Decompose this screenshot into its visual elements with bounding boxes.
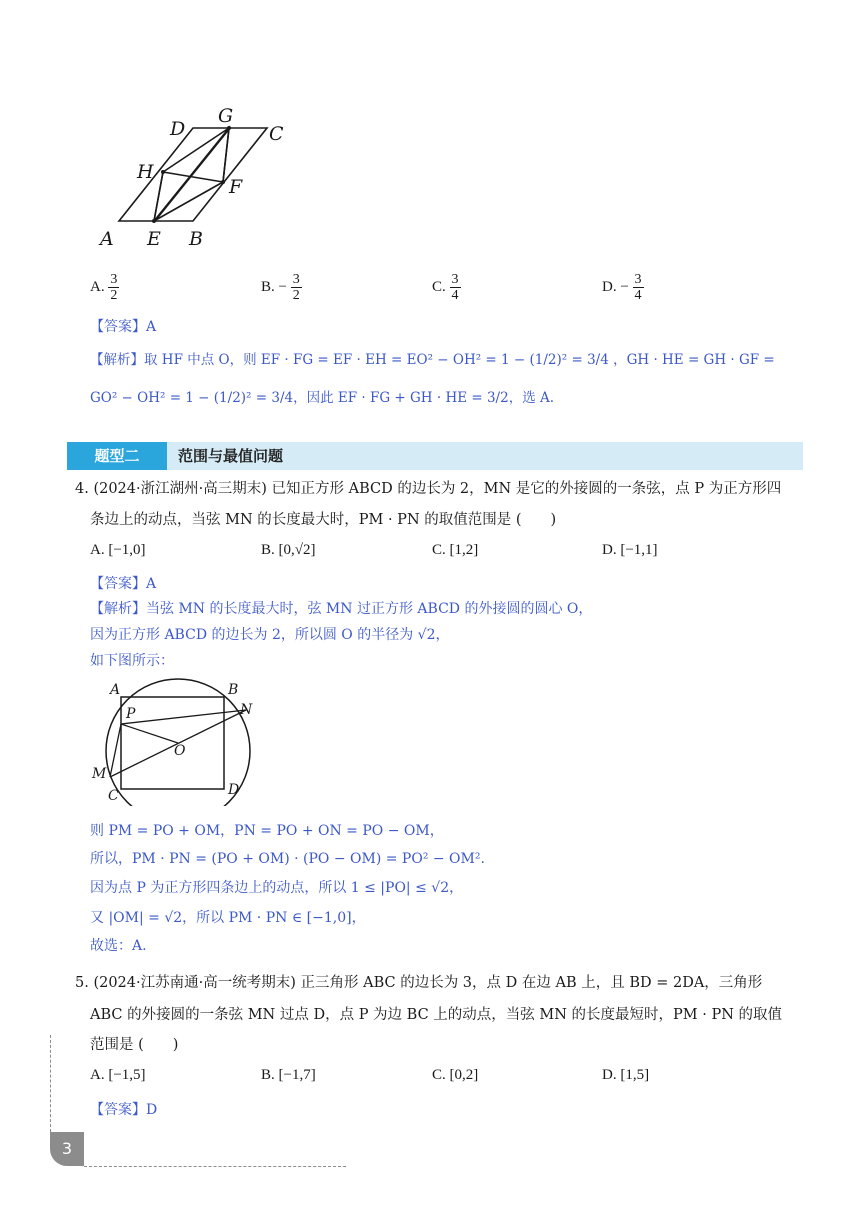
fig2-label-m: M <box>92 766 107 782</box>
left-dashed-border <box>50 1035 51 1132</box>
q3-choice-c[interactable]: C. $\frac{3}{4}$ <box>432 272 459 303</box>
label-h: H <box>137 161 154 183</box>
fig2-label-o: O <box>174 743 186 759</box>
bottom-dashed-border <box>84 1166 346 1167</box>
label-c: C <box>269 123 284 145</box>
q4-stem-line1: 4. (2024·浙江湖州·高三期末) 已知正方形 ABCD 的边长为 2，MN 是它的外接圆的一条弦，点 P 为正方形四 <box>75 481 782 497</box>
q4-choice-b[interactable]: B. [0,√2] <box>261 542 316 558</box>
q4-solution-line7: 又 |OM| = √2，所以 PM · PN ∈ [−1,0]， <box>90 910 366 926</box>
fig2-label-p: P <box>126 706 136 722</box>
q3-choice-d-fraction: $\frac{3}{4}$ <box>634 272 642 303</box>
q4-solution-line4: 则 PM = PO + OM，PN = PO + ON = PO − OM， <box>90 823 444 839</box>
q3-answer: 【答案】A <box>90 319 157 335</box>
q5-choice-d[interactable]: D. [1,5] <box>602 1067 650 1083</box>
q5-choice-c[interactable]: C. [0,2] <box>432 1067 479 1083</box>
label-d: D <box>170 118 186 140</box>
q5-choice-b[interactable]: B. [−1,7] <box>261 1067 316 1083</box>
fig2-label-c: C <box>108 788 119 804</box>
q5-answer: 【答案】D <box>90 1102 158 1118</box>
q4-solution-line1: 【解析】当弦 MN 的长度最大时，弦 MN 过正方形 ABCD 的外接圆的圆心 O， <box>90 601 593 617</box>
q4-solution-line3: 如下图所示： <box>90 653 174 669</box>
figure-parallelogram <box>95 100 295 250</box>
q3-choice-c-fraction: $\frac{3}{4}$ <box>451 272 459 303</box>
q3-solution-line2: GO² − OH² = 1 − (1/2)² = 3/4，因此 EF · FG + GH · HE = 3/2，选 A. <box>90 390 555 406</box>
label-e: E <box>147 228 161 250</box>
q3-choice-a[interactable]: A. $\frac{3}{2}$ <box>90 272 118 303</box>
q5-stem-line3: 范围是 ( ) <box>90 1037 179 1053</box>
fig2-label-n: N <box>240 702 253 718</box>
q4-solution-line2: 因为正方形 ABCD 的边长为 2，所以圆 O 的半径为 √2， <box>90 627 450 643</box>
fig2-label-a: A <box>110 682 121 698</box>
q5-choice-a[interactable]: A. [−1,5] <box>90 1067 146 1083</box>
label-f: F <box>229 176 243 198</box>
q5-stem-line1: 5. (2024·江苏南通·高一统考期末) 正三角形 ABC 的边长为 3，点 D 在边 AB 上，且 BD = 2DA，三角形 <box>75 975 763 991</box>
q3-choice-b[interactable]: B. − $\frac{3}{2}$ <box>261 272 300 303</box>
q4-solution-line6: 因为点 P 为正方形四条边上的动点，所以 1 ≤ |PO| ≤ √2， <box>90 880 464 896</box>
fig2-label-d: D <box>228 782 240 798</box>
label-a: A <box>100 228 114 250</box>
page-number: 3 <box>50 1132 84 1166</box>
q4-stem-line2: 条边上的动点，当弦 MN 的长度最大时，PM · PN 的取值范围是 ( ) <box>90 512 557 528</box>
label-g: G <box>218 105 234 127</box>
q4-answer: 【答案】A <box>90 576 157 592</box>
section-title: 范围与最值问题 <box>178 447 284 465</box>
q3-solution-line1: 【解析】取 HF 中点 O，则 EF · FG = EF · EH = EO² − OH² = 1 − (1/2)² = 3/4 ，GH · HE = GH · GF = <box>90 352 775 368</box>
section-tag: 题型二 <box>67 442 167 470</box>
q4-solution-line8: 故选：A. <box>90 938 147 954</box>
q4-choice-d[interactable]: D. [−1,1] <box>602 542 658 558</box>
fig2-label-b: B <box>228 682 239 698</box>
figure-square-circle <box>88 672 268 806</box>
q4-choice-a[interactable]: A. [−1,0] <box>90 542 146 558</box>
q4-solution-line5: 所以，PM · PN = (PO + OM) · (PO − OM) = PO² − OM². <box>90 851 485 867</box>
label-b: B <box>189 228 203 250</box>
q4-choice-c[interactable]: C. [1,2] <box>432 542 479 558</box>
q3-choice-b-fraction: $\frac{3}{2}$ <box>292 272 300 303</box>
q3-choice-d[interactable]: D. − $\frac{3}{4}$ <box>602 272 642 303</box>
q3-choice-a-fraction: $\frac{3}{2}$ <box>110 272 118 303</box>
q5-stem-line2: ABC 的外接圆的一条弦 MN 过点 D，点 P 为边 BC 上的动点，当弦 MN 的长度最短时，PM · PN 的取值 <box>90 1007 783 1023</box>
